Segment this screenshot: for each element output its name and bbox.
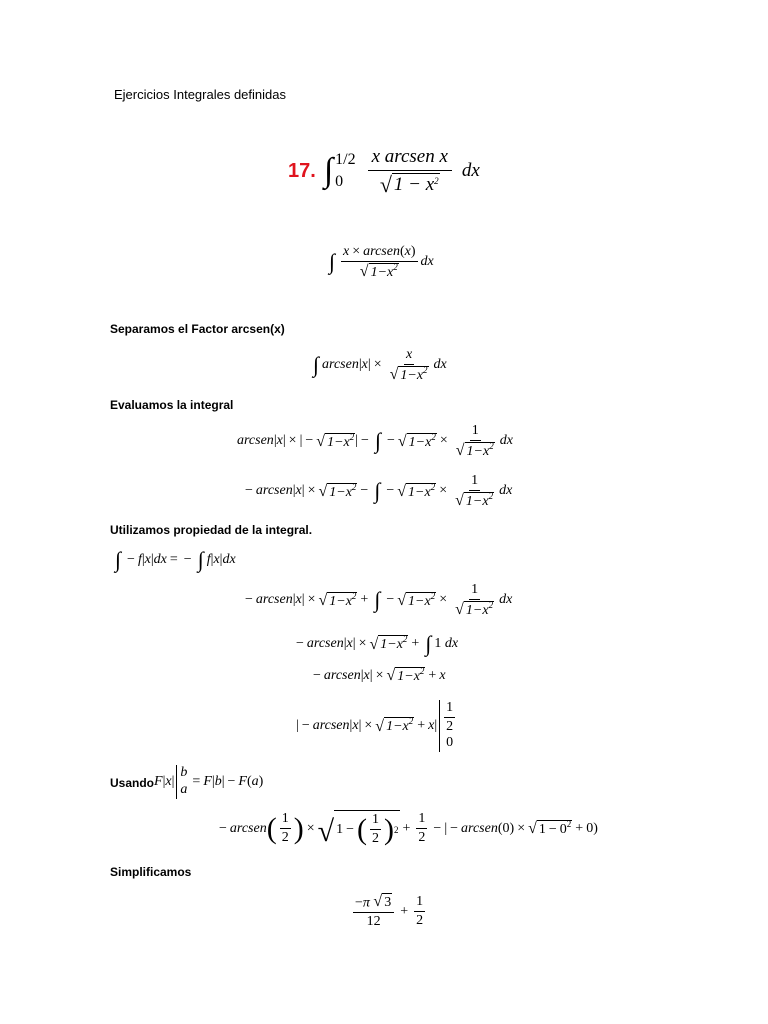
equation-line-7: − arcsen | x | × √ $1-x^2$ + x [313,666,446,685]
integrand-fraction [368,146,452,196]
step-label-evaluate: Evaluamos la integral [110,398,234,412]
equation-line-8: | − arcsen | x | × √ $1-x^2$ + x | $\frac{1}{2}$ 0 [296,700,454,751]
step-label-simplify: Simplificamos [110,865,192,879]
problem-17-statement [288,140,480,202]
integral-property: ∫ − f | x | dx = − ∫ f | x | dx [115,547,236,572]
integral-sign: ∫ [323,152,334,189]
equation-line-4: − arcsen | x | × √ $1-x^2$ − ∫ − √ $1-x^2$ × 1 √ $1-x^2$ dx [245,473,513,510]
integrand-denominator [380,171,440,196]
integral-limits [335,151,355,191]
step-label-separate: Separamos el Factor arcsen(x) [110,322,285,336]
lower-limit: 0 [335,173,344,190]
equation-line-1: ∫ x × arcsen(x) √ $1-x^2$ dx [329,244,434,281]
sqrt-sign: √ [379,171,392,197]
differential: dx [461,160,480,181]
equation-line-5: − arcsen | x | × √ $1-x^2$ + ∫ − √ $1-x^2$ × 1 √ $1-x^2$ dx [245,582,513,619]
page-title: Ejercicios Integrales definidas [114,87,286,102]
equation-line-2: ∫ arcsen | x | × x √ $1-x^2$ dx [313,347,447,384]
radicand: $1 - x^2$ [393,174,439,196]
step-label-property: Utilizamos propiedad de la integral. [110,523,313,537]
evaluation-rule: F | x | b a = F | b | − F ( a ) [154,765,264,797]
upper-limit: 1/2 [335,151,356,168]
integrand-numerator: x arcsen x [368,146,452,171]
problem-number: 17. [288,159,316,182]
final-result: −π √ 3 12 + $\frac{1}{2}$ [355,893,424,930]
equation-line-3: arcsen | x | × | − √ $1-x^2$ | − ∫ − √ $1-x^2$ × 1 √ $1-x^2$ dx [237,423,513,460]
step-label-using: Usando [110,776,155,790]
substitution-line: − arcsen ( $\frac{1}{2}$ ) × √ 1 − ( $\frac{1}{2}$ ) 2 + $\frac{1}{2}$ − | − arcsen ( 0 ) × √ $1 - 0^2$ + 0 ) [219,811,598,849]
equation-line-6: − arcsen | x | × √ $1-x^2$ + ∫ 1 dx [296,631,459,656]
